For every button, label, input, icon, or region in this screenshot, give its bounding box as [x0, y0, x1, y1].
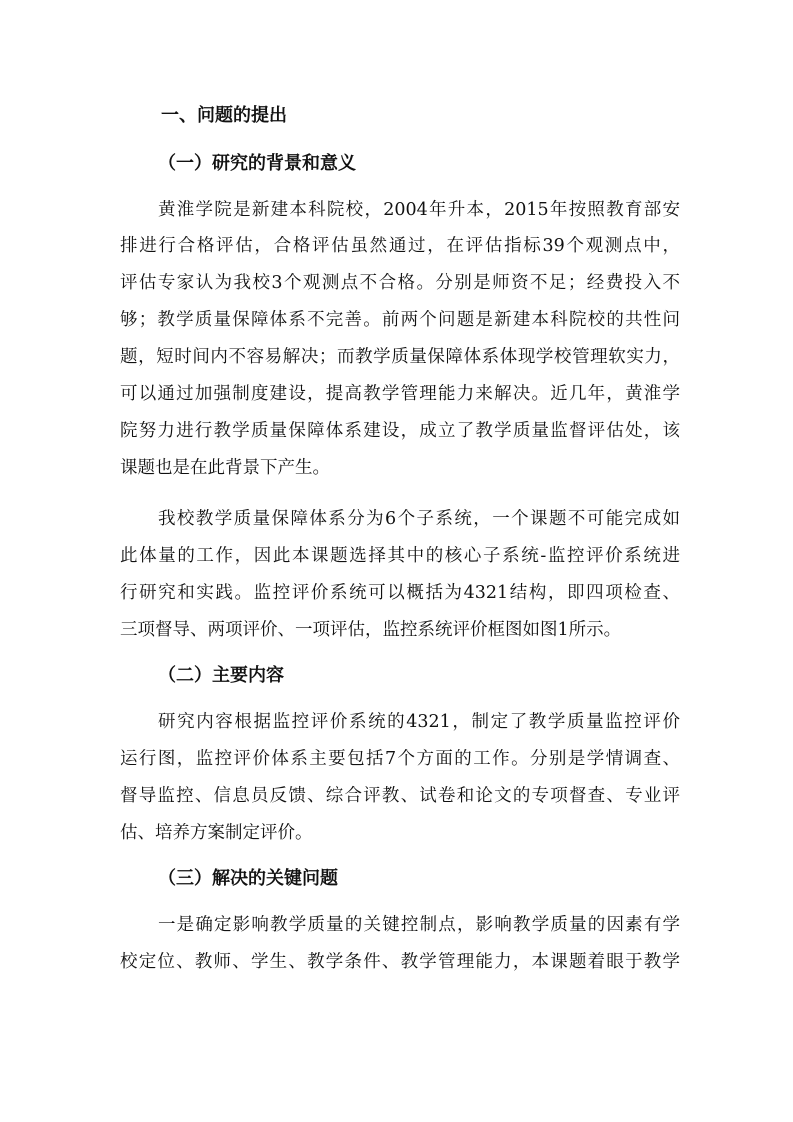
- paragraph-line: 我校教学质量保障体系分为6个子系统，一个课题不可能完成如: [158, 509, 680, 529]
- paragraph-line: 一是确定影响教学质量的关键控制点，影响教学质量的因素有学: [158, 915, 680, 935]
- paragraph-line: 此体量的工作，因此本课题选择其中的核心子系统-监控评价系统进: [120, 546, 680, 566]
- paragraph-line: 课题也是在此背景下产生。: [120, 458, 330, 478]
- paragraph-line: 可以通过加强制度建设，提高教学管理能力来解决。近几年，黄淮学: [120, 384, 680, 404]
- paragraph-line: 黄淮学院是新建本科院校，2004年升本，2015年按照教育部安: [158, 200, 680, 220]
- paragraph-line: 运行图，监控评价体系主要包括7个方面的工作。分别是学情调查、: [120, 749, 680, 769]
- paragraph-line: 行研究和实践。监控评价系统可以概括为4321结构，即四项检查、: [120, 583, 680, 603]
- paragraph-line: 三项督导、两项评价、一项评估，监控系统评价框图如图1所示。: [120, 620, 622, 640]
- paragraph-line: 校定位、教师、学生、教学条件、教学管理能力，本课题着眼于教学: [120, 952, 680, 972]
- paragraph-line: 题，短时间内不容易解决；而教学质量保障体系体现学校管理软实力，: [120, 347, 680, 367]
- heading-main-content: （二）主要内容: [158, 665, 284, 686]
- heading-key-problems: （三）解决的关键问题: [158, 868, 338, 889]
- heading-background-significance: （一）研究的背景和意义: [158, 153, 356, 174]
- paragraph-line: 估、培养方案制定评价。: [120, 823, 313, 843]
- paragraph-line: 院努力进行教学质量保障体系建设，成立了教学质量监督评估处，该: [120, 421, 680, 441]
- heading-problem-statement: 一、问题的提出: [161, 105, 287, 126]
- paragraph-line: 够；教学质量保障体系不完善。前两个问题是新建本科院校的共性问: [120, 310, 680, 330]
- paragraph-line: 督导监控、信息员反馈、综合评教、试卷和论文的专项督查、专业评: [120, 786, 680, 806]
- paragraph-line: 评估专家认为我校3个观测点不合格。分别是师资不足；经费投入不: [120, 273, 680, 293]
- paragraph-line: 排进行合格评估，合格评估虽然通过，在评估指标39个观测点中，: [120, 236, 680, 256]
- paragraph-line: 研究内容根据监控评价系统的4321，制定了教学质量监控评价: [158, 712, 680, 732]
